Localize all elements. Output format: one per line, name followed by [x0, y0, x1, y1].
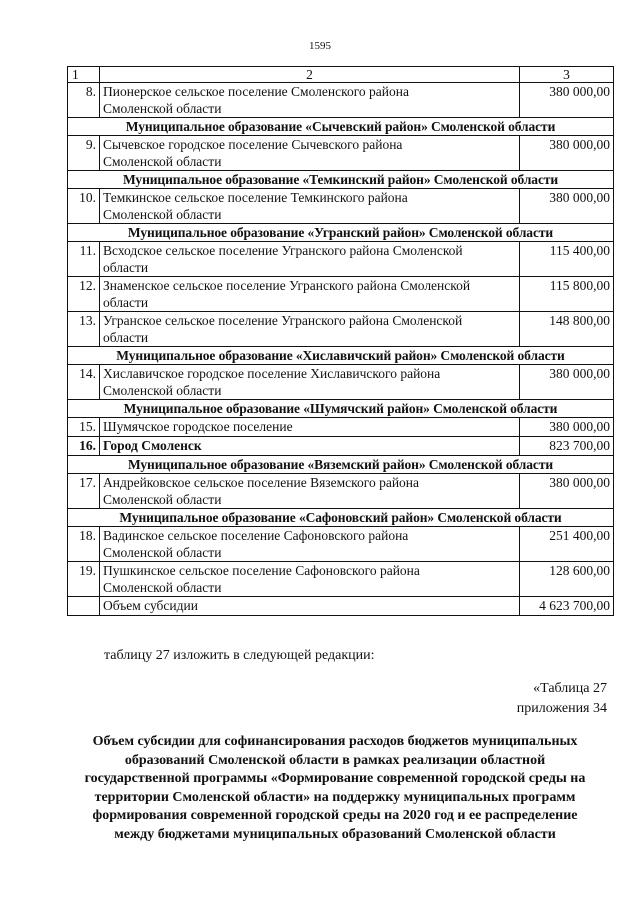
settlement-name-line: Смоленской области [103, 492, 222, 507]
column-number-row [68, 67, 614, 83]
settlement-name [100, 365, 520, 400]
district-header-row [68, 400, 614, 418]
district-header-row [68, 509, 614, 527]
settlement-name [100, 242, 520, 277]
table-row [68, 527, 614, 562]
settlement-name-line: Смоленской области [103, 207, 222, 222]
row-number: 11. [68, 242, 100, 277]
row-number: 10. [68, 189, 100, 224]
subsidy-table-body [68, 67, 614, 616]
settlement-name-line: Пушкинское сельское поселение Сафоновского района [103, 563, 420, 578]
total-label [100, 597, 520, 616]
amendment-text: таблицу 27 изложить в следующей редакции: [104, 648, 375, 663]
row-number: 18. [68, 527, 100, 562]
district-header-row [68, 224, 614, 242]
table-reference [517, 679, 607, 719]
settlement-name-line: Шумячское городское поселение [103, 419, 293, 434]
district-header: Муниципальное образование «Сычевский район» Смоленской области [68, 118, 614, 136]
total-row [68, 597, 614, 616]
document-title-line: формирования современной городской среды на 2020 год и ее распределение [92, 808, 578, 823]
subsidy-amount: 115 400,00 [520, 242, 614, 277]
settlement-name-line: Смоленской области [103, 101, 222, 116]
page-number: 1595 [309, 40, 331, 52]
row-number [68, 597, 100, 616]
district-header: Муниципальное образование «Хиславичский район» Смоленской области [68, 347, 614, 365]
district-header-row [68, 171, 614, 189]
column-number-3: 3 [520, 67, 614, 83]
row-number: 17. [68, 474, 100, 509]
settlement-name-line: Темкинское сельское поселение Темкинского района [103, 190, 408, 205]
settlement-name [100, 474, 520, 509]
settlement-name-line: Смоленской области [103, 383, 222, 398]
settlement-name [100, 437, 520, 456]
table-row [68, 365, 614, 400]
settlement-name [100, 83, 520, 118]
district-header-row [68, 456, 614, 474]
document-title-line: между бюджетами муниципальных образований Смоленской области [114, 826, 556, 842]
document-title [60, 733, 610, 844]
row-number: 15. [68, 418, 100, 437]
document-title-line: государственной программы «Формирование современной городской среды на [84, 771, 586, 786]
table-row [68, 418, 614, 437]
row-number: 19. [68, 562, 100, 597]
settlement-name [100, 418, 520, 437]
settlement-name [100, 312, 520, 347]
settlement-name-line: Смоленской области [103, 545, 222, 560]
settlement-name [100, 527, 520, 562]
table-reference-line: «Таблица 27 [533, 681, 607, 696]
settlement-name [100, 277, 520, 312]
subsidy-amount: 380 000,00 [520, 136, 614, 171]
table-row [68, 136, 614, 171]
district-header-row [68, 118, 614, 136]
subsidy-amount: 380 000,00 [520, 365, 614, 400]
district-header: Муниципальное образование «Сафоновский район» Смоленской области [68, 509, 614, 527]
settlement-name-line: Объем субсидии [103, 598, 198, 613]
settlement-name [100, 189, 520, 224]
district-header: Муниципальное образование «Темкинский район» Смоленской области [68, 171, 614, 189]
settlement-name-line: Хиславичское городское поселение Хиславичского района [103, 366, 441, 381]
subsidy-amount: 380 000,00 [520, 83, 614, 118]
settlement-name-line: Всходское сельское поселение Угранского района Смоленской [103, 243, 463, 258]
table-row [68, 277, 614, 312]
settlement-name-line: Вадинское сельское поселение Сафоновского района [103, 528, 409, 543]
subsidy-amount: 380 000,00 [520, 418, 614, 437]
column-number-1: 1 [68, 67, 100, 83]
district-header: Муниципальное образование «Угранский район» Смоленской области [68, 224, 614, 242]
table-row [68, 312, 614, 347]
row-number: 13. [68, 312, 100, 347]
row-number: 9. [68, 136, 100, 171]
subsidy-amount: 115 800,00 [520, 277, 614, 312]
settlement-name-line: Знаменское сельское поселение Угранского района Смоленской [103, 278, 471, 293]
subsidy-amount: 251 400,00 [520, 527, 614, 562]
table-row [68, 562, 614, 597]
total-amount: 4 623 700,00 [520, 597, 614, 616]
row-number: 16. [68, 437, 100, 456]
subsidy-table [67, 66, 614, 616]
document-title-line: территории Смоленской области» на поддержку муниципальных программ [94, 789, 576, 805]
settlement-name-line: Андрейковское сельское поселение Вяземского района [103, 475, 420, 490]
district-header: Муниципальное образование «Вяземский район» Смоленской области [68, 456, 614, 474]
table-reference-line: приложения 34 [516, 701, 607, 716]
district-header-row [68, 347, 614, 365]
document-title-line: Объем субсидии для софинансирования расходов бюджетов муниципальных [92, 734, 578, 749]
table-row [68, 189, 614, 224]
settlement-name-line: области [103, 260, 149, 275]
subsidy-amount: 128 600,00 [520, 562, 614, 597]
settlement-name-line: Сычевское городское поселение Сычевского района [103, 137, 403, 152]
subsidy-amount: 148 800,00 [520, 312, 614, 347]
district-header: Муниципальное образование «Шумячский район» Смоленской области [68, 400, 614, 418]
settlement-name-line: Угранское сельское поселение Угранского района Смоленской [103, 313, 463, 328]
table-row [68, 474, 614, 509]
subsidy-amount: 380 000,00 [520, 189, 614, 224]
document-title-line: образований Смоленской области в рамках реализации областной [124, 752, 546, 768]
table-row [68, 83, 614, 118]
settlement-name-line: Город Смоленск [103, 438, 202, 453]
settlement-name-line: области [103, 330, 149, 345]
subsidy-amount: 380 000,00 [520, 474, 614, 509]
row-number: 14. [68, 365, 100, 400]
table-row [68, 242, 614, 277]
settlement-name-line: Пионерское сельское поселение Смоленского района [103, 84, 409, 99]
row-number: 8. [68, 83, 100, 118]
settlement-name [100, 562, 520, 597]
column-number-2: 2 [100, 67, 520, 83]
settlement-name-line: Смоленской области [103, 154, 222, 169]
table-row [68, 437, 614, 456]
settlement-name [100, 136, 520, 171]
row-number: 12. [68, 277, 100, 312]
subsidy-amount: 823 700,00 [520, 437, 614, 456]
settlement-name-line: области [103, 295, 149, 310]
settlement-name-line: Смоленской области [103, 580, 222, 595]
